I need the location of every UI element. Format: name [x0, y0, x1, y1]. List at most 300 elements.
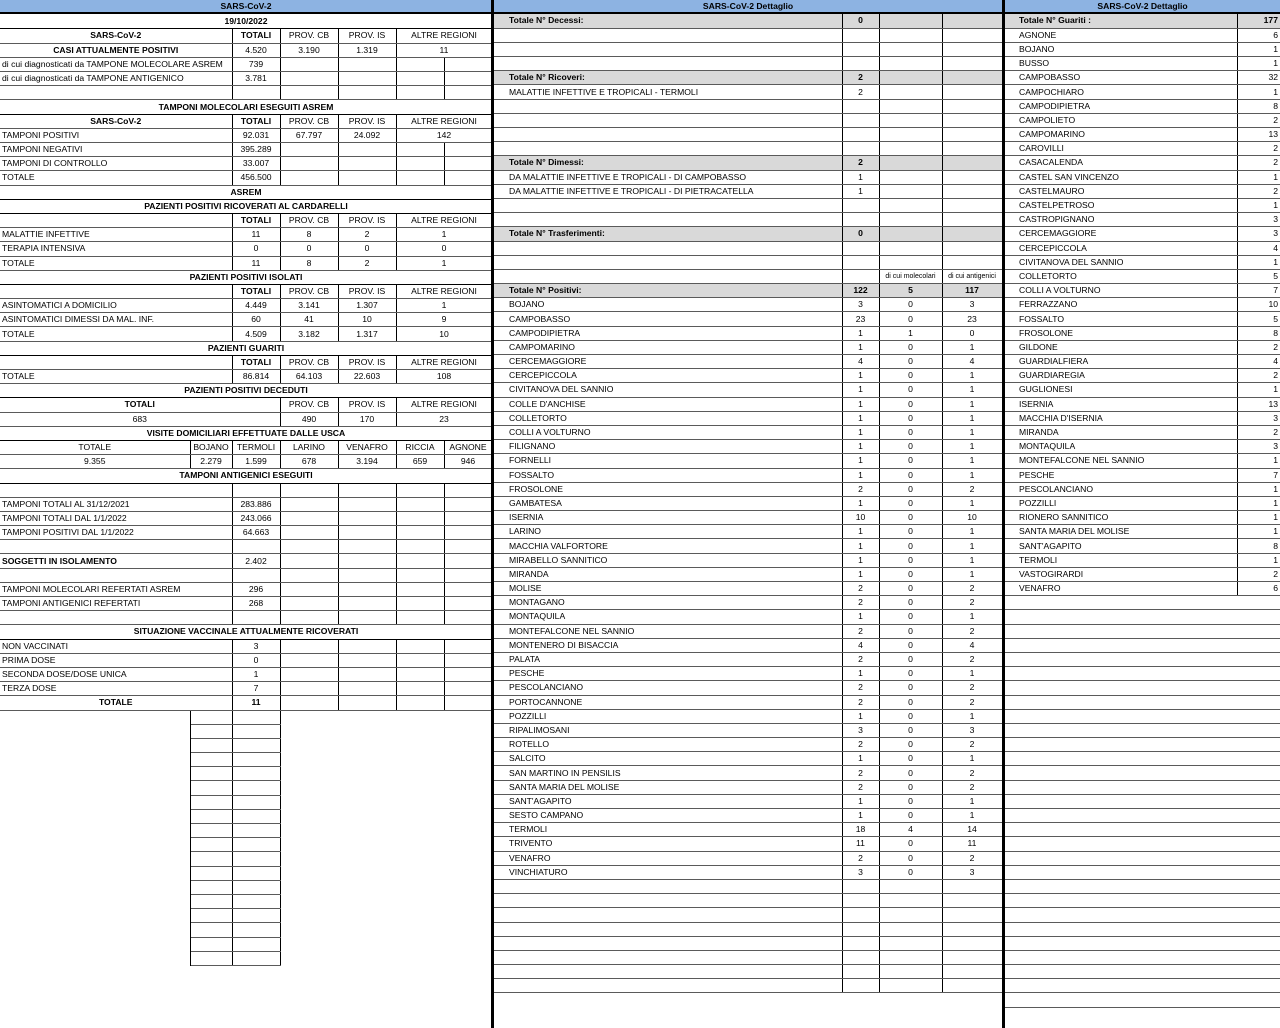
table-cell: 1.317: [338, 327, 396, 341]
row-label: DA MALATTIE INFETTIVE E TROPICALI - DI PIETRACATELLA: [494, 184, 842, 198]
table-cell: [338, 554, 396, 568]
table-cell: 1.599: [232, 455, 280, 469]
table-cell: TAMPONI TOTALI AL 31/12/2021: [0, 497, 232, 511]
total-row: [494, 227, 1002, 241]
recovered-count: 2: [1237, 142, 1280, 156]
empty-row: [1005, 894, 1280, 908]
table-row: [1005, 511, 1280, 525]
table-cell: 142: [396, 128, 492, 142]
table-cell: 86.814: [232, 370, 280, 384]
table-cell: PROV. CB: [280, 213, 338, 227]
table-cell: [1237, 979, 1280, 993]
table-cell: 2: [842, 780, 879, 794]
table-cell: 1: [942, 752, 1002, 766]
table-cell: [190, 781, 232, 795]
table-row: [0, 412, 492, 426]
table-cell: NON VACCINATI: [0, 639, 232, 653]
table-cell: [0, 355, 232, 369]
table-cell: RICCIA: [396, 440, 444, 454]
municipality-name: VENAFRO: [1005, 582, 1237, 596]
table-cell: 0: [879, 340, 942, 354]
table-row: [0, 568, 492, 582]
table-cell: TOTALE: [0, 696, 232, 710]
table-cell: [232, 824, 280, 838]
recovered-count: 1: [1237, 511, 1280, 525]
row-label: MONTAQUILA: [494, 610, 842, 624]
table-cell: [879, 908, 942, 922]
table-cell: [879, 142, 942, 156]
row-label: FOSSALTO: [494, 468, 842, 482]
table-cell: [842, 241, 879, 255]
table-cell: [396, 682, 444, 696]
table-cell: [232, 767, 280, 781]
table-row: [494, 397, 1002, 411]
table-row: [1005, 411, 1280, 425]
empty-row: [0, 738, 492, 752]
table-cell: ALTRE REGIONI: [396, 213, 492, 227]
table-cell: 1: [942, 454, 1002, 468]
table-cell: [396, 86, 444, 100]
table-row: [494, 255, 1002, 269]
table-row: [494, 142, 1002, 156]
table-cell: [879, 950, 942, 964]
table-cell: 2: [842, 156, 879, 170]
table-cell: [396, 696, 444, 710]
table-cell: [1005, 752, 1237, 766]
empty-row: [0, 894, 492, 908]
row-label: SAN MARTINO IN PENSILIS: [494, 766, 842, 780]
table-cell: [190, 951, 232, 965]
table-cell: 1: [942, 397, 1002, 411]
table-cell: [842, 950, 879, 964]
table-cell: [444, 597, 492, 611]
municipality-name: PESCOLANCIANO: [1005, 482, 1237, 496]
table-cell: [0, 86, 232, 100]
table-cell: [0, 781, 190, 795]
table-cell: PROV. CB: [280, 114, 338, 128]
table-cell: [396, 526, 444, 540]
row-label: [494, 57, 842, 71]
recovered-count: 1: [1237, 42, 1280, 56]
table-cell: [842, 894, 879, 908]
table-cell: [444, 866, 492, 880]
table-cell: [942, 85, 1002, 99]
table-cell: 10: [942, 511, 1002, 525]
table-cell: [396, 611, 444, 625]
table-cell: 0: [879, 411, 942, 425]
table-cell: [338, 568, 396, 582]
row-label: [494, 213, 842, 227]
table-cell: 3.190: [280, 43, 338, 57]
table-cell: [494, 894, 842, 908]
table-cell: [0, 540, 232, 554]
table-cell: [444, 540, 492, 554]
municipality-name: FROSOLONE: [1005, 326, 1237, 340]
table-row: [494, 738, 1002, 752]
right-panel: [1005, 0, 1280, 1008]
table-cell: [232, 838, 280, 852]
row-label: SANTA MARIA DEL MOLISE: [494, 780, 842, 794]
table-cell: 117: [942, 284, 1002, 298]
table-cell: 0: [879, 610, 942, 624]
table-cell: 2: [942, 695, 1002, 709]
recovered-count: 2: [1237, 369, 1280, 383]
table-cell: 2.279: [190, 455, 232, 469]
table-cell: [280, 753, 338, 767]
table-cell: 0: [232, 653, 280, 667]
table-cell: [190, 724, 232, 738]
recovered-count: 1: [1237, 85, 1280, 99]
table-cell: [879, 936, 942, 950]
table-cell: [1237, 993, 1280, 1007]
table-cell: SECONDA DOSE/DOSE UNICA: [0, 667, 232, 681]
row-label: MACCHIA VALFORTORE: [494, 539, 842, 553]
table-cell: ALTRE REGIONI: [396, 114, 492, 128]
table-cell: [396, 540, 444, 554]
table-cell: [338, 582, 396, 596]
table-cell: [0, 568, 232, 582]
table-row: [494, 113, 1002, 127]
table-cell: 0: [879, 667, 942, 681]
table-cell: TERMOLI: [232, 440, 280, 454]
table-cell: [1237, 809, 1280, 823]
table-cell: [1237, 950, 1280, 964]
table-cell: [190, 767, 232, 781]
table-cell: [494, 908, 842, 922]
table-cell: [1237, 709, 1280, 723]
table-cell: [444, 682, 492, 696]
table-cell: 1: [942, 553, 1002, 567]
municipality-name: POZZILLI: [1005, 496, 1237, 510]
recovered-count: 7: [1237, 284, 1280, 298]
table-row: [0, 100, 492, 114]
table-cell: 0: [879, 723, 942, 737]
table-row: [0, 228, 492, 242]
table-cell: [280, 767, 338, 781]
table-cell: 1: [842, 525, 879, 539]
table-row: [494, 624, 1002, 638]
table-row: [494, 723, 1002, 737]
table-row: [494, 709, 1002, 723]
municipality-name: FERRAZZANO: [1005, 298, 1237, 312]
table-cell: 4: [842, 355, 879, 369]
table-cell: 1: [842, 369, 879, 383]
table-cell: 41: [280, 313, 338, 327]
table-cell: [338, 909, 396, 923]
table-cell: [1005, 894, 1237, 908]
row-label: [494, 99, 842, 113]
table-row: [1005, 355, 1280, 369]
table-row: [1005, 454, 1280, 468]
table-cell: 2: [842, 652, 879, 666]
table-cell: 1: [842, 809, 879, 823]
table-cell: [444, 554, 492, 568]
table-cell: 64.103: [280, 370, 338, 384]
row-label: PESCOLANCIANO: [494, 681, 842, 695]
table-cell: [879, 85, 942, 99]
table-cell: 2: [842, 85, 879, 99]
empty-row: [0, 767, 492, 781]
table-cell: [879, 979, 942, 993]
row-label: [494, 128, 842, 142]
table-row: [1005, 326, 1280, 340]
table-cell: [280, 483, 338, 497]
table-cell: [0, 923, 190, 937]
recovered-count: 1: [1237, 454, 1280, 468]
table-cell: [879, 28, 942, 42]
table-cell: [879, 99, 942, 113]
table-cell: [0, 852, 190, 866]
table-cell: 4: [942, 638, 1002, 652]
table-cell: [396, 72, 444, 86]
table-cell: ALTRE REGIONI: [396, 284, 492, 298]
table-cell: [232, 866, 280, 880]
row-label: [494, 42, 842, 56]
table-cell: [280, 696, 338, 710]
table-cell: PROV. IS: [338, 398, 396, 412]
table-row: [0, 72, 492, 86]
middle-panel: [494, 0, 1002, 993]
table-cell: [879, 71, 942, 85]
table-cell: TOTALE: [0, 440, 190, 454]
table-cell: [338, 951, 396, 965]
table-cell: [1237, 837, 1280, 851]
recovered-count: 8: [1237, 326, 1280, 340]
table-cell: [338, 57, 396, 71]
table-cell: [190, 795, 232, 809]
table-cell: [190, 838, 232, 852]
table-row: [0, 341, 492, 355]
table-cell: 0: [879, 596, 942, 610]
table-cell: [1237, 667, 1280, 681]
recovered-count: 3: [1237, 411, 1280, 425]
empty-row: [0, 781, 492, 795]
table-cell: [396, 923, 444, 937]
row-label: [494, 198, 842, 212]
table-row: [0, 327, 492, 341]
table-row: [494, 667, 1002, 681]
table-cell: 1: [942, 425, 1002, 439]
table-cell: TOTALI: [232, 213, 280, 227]
table-row: [494, 312, 1002, 326]
table-cell: [1237, 681, 1280, 695]
table-cell: [1005, 624, 1237, 638]
table-cell: [1005, 794, 1237, 808]
table-cell: TOTALE: [0, 171, 232, 185]
empty-row: [1005, 837, 1280, 851]
table-cell: [1237, 766, 1280, 780]
table-cell: PROV. IS: [338, 213, 396, 227]
table-cell: [1005, 638, 1237, 652]
table-row: [0, 440, 492, 454]
table-cell: [280, 639, 338, 653]
table-cell: [444, 710, 492, 724]
empty-row: [0, 710, 492, 724]
total-row: [494, 156, 1002, 170]
table-cell: 1: [942, 468, 1002, 482]
table-cell: 0: [879, 851, 942, 865]
table-cell: [842, 99, 879, 113]
table-cell: [444, 653, 492, 667]
table-cell: 1: [942, 809, 1002, 823]
table-cell: [842, 255, 879, 269]
table-cell: TAMPONI POSITIVI DAL 1/1/2022: [0, 526, 232, 540]
recovered-count: 1: [1237, 553, 1280, 567]
table-cell: [942, 936, 1002, 950]
empty-row: [1005, 738, 1280, 752]
table-cell: [444, 483, 492, 497]
table-cell: 0: [879, 837, 942, 851]
table-row: [0, 185, 492, 199]
table-cell: 60: [232, 313, 280, 327]
table-cell: [396, 582, 444, 596]
table-cell: 0: [942, 326, 1002, 340]
table-cell: [280, 511, 338, 525]
table-cell: 0: [879, 809, 942, 823]
table-row: [494, 241, 1002, 255]
table-cell: [0, 894, 190, 908]
table-row: [494, 638, 1002, 652]
table-cell: 0: [879, 780, 942, 794]
table-row: [0, 171, 492, 185]
recovered-count: 6: [1237, 582, 1280, 596]
table-cell: [879, 255, 942, 269]
table-cell: 1: [942, 411, 1002, 425]
table-row: [494, 383, 1002, 397]
table-cell: [1237, 965, 1280, 979]
table-cell: [338, 880, 396, 894]
table-cell: [842, 965, 879, 979]
table-cell: [494, 965, 842, 979]
table-cell: [190, 809, 232, 823]
table-cell: [879, 113, 942, 127]
table-cell: [396, 909, 444, 923]
row-label: MALATTIE INFETTIVE E TROPICALI - TERMOLI: [494, 85, 842, 99]
table-cell: PROV. CB: [280, 29, 338, 43]
table-row: [0, 199, 492, 213]
municipality-name: CASTELPETROSO: [1005, 198, 1237, 212]
row-label: MONTENERO DI BISACCIA: [494, 638, 842, 652]
table-row: [0, 597, 492, 611]
empty-row: [1005, 681, 1280, 695]
table-cell: [1237, 723, 1280, 737]
empty-row: [494, 936, 1002, 950]
table-cell: 1: [842, 752, 879, 766]
table-cell: [338, 611, 396, 625]
municipality-name: GILDONE: [1005, 340, 1237, 354]
empty-row: [0, 880, 492, 894]
table-cell: [280, 795, 338, 809]
table-cell: 1: [942, 369, 1002, 383]
municipality-name: CAROVILLI: [1005, 142, 1237, 156]
table-cell: 1: [942, 567, 1002, 581]
empty-row: [1005, 993, 1280, 1007]
table-cell: [942, 28, 1002, 42]
table-cell: 23: [396, 412, 492, 426]
table-cell: [444, 894, 492, 908]
table-cell: 33.007: [232, 157, 280, 171]
table-row: [1005, 468, 1280, 482]
table-cell: [879, 879, 942, 893]
table-row: [494, 539, 1002, 553]
table-cell: [396, 852, 444, 866]
table-cell: 0: [338, 242, 396, 256]
table-cell: [0, 284, 232, 298]
table-row: [1005, 525, 1280, 539]
table-cell: [444, 157, 492, 171]
left-panel: [0, 0, 492, 966]
table-cell: 490: [280, 412, 338, 426]
empty-row: [494, 908, 1002, 922]
table-row: [0, 284, 492, 298]
table-cell: [942, 113, 1002, 127]
table-row: [1005, 284, 1280, 298]
empty-row: [1005, 638, 1280, 652]
table-cell: 7: [232, 682, 280, 696]
table-cell: [1005, 851, 1237, 865]
table-cell: [280, 157, 338, 171]
table-row: [1005, 553, 1280, 567]
table-cell: [280, 894, 338, 908]
row-label: PESCHE: [494, 667, 842, 681]
table-cell: [396, 738, 444, 752]
table-cell: [0, 838, 190, 852]
table-cell: VENAFRO: [338, 440, 396, 454]
table-cell: [338, 724, 396, 738]
table-cell: TOTALI: [232, 355, 280, 369]
table-cell: [1005, 780, 1237, 794]
table-row: [1005, 369, 1280, 383]
table-cell: [444, 72, 492, 86]
table-row: [494, 681, 1002, 695]
table-cell: 2: [942, 652, 1002, 666]
table-cell: [232, 909, 280, 923]
table-cell: [879, 128, 942, 142]
table-cell: [942, 908, 1002, 922]
table-cell: [396, 143, 444, 157]
table-cell: 10: [338, 313, 396, 327]
table-cell: [280, 667, 338, 681]
empty-row: [0, 795, 492, 809]
municipality-name: BOJANO: [1005, 42, 1237, 56]
table-cell: [1005, 809, 1237, 823]
row-label: CAMPOBASSO: [494, 312, 842, 326]
table-cell: TOTALI: [0, 398, 280, 412]
table-cell: [1005, 723, 1237, 737]
recovered-count: 2: [1237, 425, 1280, 439]
table-cell: [942, 879, 1002, 893]
table-cell: 2: [842, 582, 879, 596]
row-label: PORTOCANNONE: [494, 695, 842, 709]
table-cell: [280, 72, 338, 86]
table-cell: [444, 497, 492, 511]
table-cell: 5: [879, 284, 942, 298]
municipality-name: TERMOLI: [1005, 553, 1237, 567]
table-row: [0, 667, 492, 681]
table-cell: 2: [842, 681, 879, 695]
table-row: [494, 170, 1002, 184]
table-row: [0, 469, 492, 483]
table-cell: [396, 937, 444, 951]
table-cell: 0: [879, 383, 942, 397]
table-cell: [338, 639, 396, 653]
table-cell: [1237, 780, 1280, 794]
table-cell: [1005, 837, 1237, 851]
row-label: [494, 113, 842, 127]
empty-row: [0, 809, 492, 823]
table-cell: [0, 909, 190, 923]
table-cell: [232, 738, 280, 752]
